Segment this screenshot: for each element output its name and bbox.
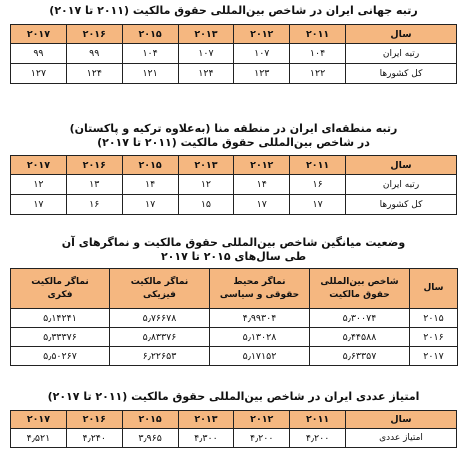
table-cell: ۴٫۳۰۰ bbox=[178, 429, 234, 448]
table-header-row bbox=[11, 269, 458, 309]
table-cell: ۹۹ bbox=[66, 44, 122, 64]
table-cell: ۱۲۱ bbox=[122, 64, 178, 84]
header-cell bbox=[310, 269, 410, 309]
section-world-rank bbox=[10, 4, 457, 84]
table-row bbox=[11, 328, 458, 347]
section-title: وضعیت میانگین شاخص بین‌المللی حقوق مالکیت و نماگرهای آن bbox=[61, 236, 406, 249]
numeric-score-table bbox=[10, 410, 457, 448]
header-cell bbox=[410, 269, 458, 309]
table-row bbox=[11, 44, 457, 64]
header-cell: سال bbox=[346, 156, 457, 175]
table-cell: ۴٫۲۰۰ bbox=[234, 429, 290, 448]
table-cell: ۵٫۳۳۳۷۶ bbox=[11, 328, 110, 347]
table-cell: ۱۲ bbox=[11, 175, 67, 195]
table-cell: ۴٫۵۲۱ bbox=[11, 429, 67, 448]
row-label: رتبه ایران bbox=[346, 175, 457, 195]
table-row bbox=[11, 429, 457, 448]
table-cell: ۵٫۵۰۲۶۷ bbox=[11, 347, 110, 366]
table-cell: ۱۲۴ bbox=[66, 64, 122, 84]
row-label: ۲۰۱۵ bbox=[410, 309, 458, 328]
header-cell: سال bbox=[346, 411, 457, 429]
header-cell: ۲۰۱۶ bbox=[66, 156, 122, 175]
header-cell bbox=[11, 269, 110, 309]
section-title: رتبه جهانی ایران در شاخص بین‌المللی حقوق مالکیت (۲۰۱۱ تا ۲۰۱۷) bbox=[49, 4, 418, 17]
table-cell: ۱۰۷ bbox=[178, 44, 234, 64]
table-cell: ۴٫۹۹۳۰۴ bbox=[210, 309, 310, 328]
header-cell: ۲۰۱۷ bbox=[11, 25, 67, 44]
table-cell: ۴٫۲۴۰ bbox=[66, 429, 122, 448]
table-row bbox=[11, 309, 458, 328]
table-header-row bbox=[11, 411, 457, 429]
section-subtitle: در شاخص بین‌المللی حقوق مالکیت (۲۰۱۱ تا ۲۰۱۷) bbox=[97, 136, 370, 149]
table-cell: ۱۴ bbox=[122, 175, 178, 195]
table-cell: ۱۲ bbox=[178, 175, 234, 195]
table-cell: ۱۵ bbox=[178, 195, 234, 215]
header-cell: ۲۰۱۳ bbox=[178, 411, 234, 429]
table-cell: ۱۲۷ bbox=[11, 64, 67, 84]
table-cell: ۵٫۱۳۰۲۸ bbox=[210, 328, 310, 347]
row-label: ۲۰۱۷ bbox=[410, 347, 458, 366]
table-cell: ۱۷ bbox=[11, 195, 67, 215]
table-cell: ۱۷ bbox=[234, 195, 290, 215]
header-cell: ۲۰۱۱ bbox=[290, 156, 346, 175]
header-cell: ۲۰۱۲ bbox=[234, 411, 290, 429]
header-cell: ۲۰۱۵ bbox=[122, 25, 178, 44]
header-line: حقوقی و سیاسی bbox=[219, 289, 300, 300]
section-subtitle: طی سال‌های ۲۰۱۵ تا ۲۰۱۷ bbox=[160, 250, 307, 263]
table-cell: ۵٫۳۰۰۷۴ bbox=[310, 309, 410, 328]
section-average-index bbox=[10, 236, 457, 366]
header-cell: ۲۰۱۲ bbox=[234, 25, 290, 44]
table-cell: ۱۶ bbox=[290, 175, 346, 195]
row-label: رتبه ایران bbox=[346, 44, 457, 64]
table-row bbox=[11, 64, 457, 84]
table-cell: ۱۰۷ bbox=[234, 44, 290, 64]
section-title: امتیاز عددی ایران در شاخص بین‌المللی حقوق مالکیت (۲۰۱۱ تا ۲۰۱۷) bbox=[47, 390, 420, 403]
table-cell: ۱۳ bbox=[66, 175, 122, 195]
table-header-row bbox=[11, 25, 457, 44]
table-cell: ۴٫۲۰۰ bbox=[290, 429, 346, 448]
table-row bbox=[11, 175, 457, 195]
row-label: کل کشورها bbox=[346, 64, 457, 84]
table-cell: ۱۴ bbox=[234, 175, 290, 195]
table-header-row bbox=[11, 156, 457, 175]
header-line: حقوق مالکیت bbox=[329, 289, 390, 300]
table-cell: ۵٫۱۴۲۴۱ bbox=[11, 309, 110, 328]
header-cell bbox=[210, 269, 310, 309]
section-regional-rank bbox=[10, 122, 457, 215]
table-cell: ۳٫۹۶۵ bbox=[122, 429, 178, 448]
table-cell: ۵٫۸۳۳۷۶ bbox=[110, 328, 210, 347]
table-cell: ۵٫۷۶۶۷۸ bbox=[110, 309, 210, 328]
header-line: نماگر مالکیت bbox=[31, 276, 89, 287]
table-cell: ۱۲۲ bbox=[290, 64, 346, 84]
header-cell: ۲۰۱۷ bbox=[11, 156, 67, 175]
header-cell: ۲۰۱۷ bbox=[11, 411, 67, 429]
table-cell: ۱۲۴ bbox=[178, 64, 234, 84]
header-cell: ۲۰۱۵ bbox=[122, 156, 178, 175]
row-label: امتیاز عددی bbox=[346, 429, 457, 448]
section-numeric-score bbox=[10, 390, 457, 448]
header-line: شاخص بین‌المللی bbox=[320, 276, 399, 287]
header-line: نماگر محیط bbox=[233, 276, 286, 287]
table-row bbox=[11, 195, 457, 215]
header-line: فیزیکی bbox=[143, 289, 176, 300]
table-cell: ۵٫۱۷۱۵۲ bbox=[210, 347, 310, 366]
header-cell: ۲۰۱۳ bbox=[178, 25, 234, 44]
table-cell: ۱۰۴ bbox=[290, 44, 346, 64]
header-cell: ۲۰۱۶ bbox=[66, 25, 122, 44]
header-line: نماگر مالکیت bbox=[130, 276, 189, 287]
header-cell bbox=[110, 269, 210, 309]
header-cell: سال bbox=[346, 25, 457, 44]
world-rank-table bbox=[10, 24, 457, 84]
row-label: ۲۰۱۶ bbox=[410, 328, 458, 347]
row-label: کل کشورها bbox=[346, 195, 457, 215]
header-line: فکری bbox=[47, 289, 73, 300]
table-row bbox=[11, 347, 458, 366]
table-cell: ۱۷ bbox=[290, 195, 346, 215]
header-line: سال bbox=[423, 283, 444, 293]
table-cell: ۱۰۴ bbox=[122, 44, 178, 64]
header-cell: ۲۰۱۳ bbox=[178, 156, 234, 175]
regional-rank-table bbox=[10, 155, 457, 215]
table-cell: ۱۶ bbox=[66, 195, 122, 215]
table-cell: ۱۲۳ bbox=[234, 64, 290, 84]
section-title: رتبه منطقه‌ای ایران در منطقه منا (به‌علاوه ترکیه و پاکستان) bbox=[69, 122, 398, 135]
header-cell: ۲۰۱۲ bbox=[234, 156, 290, 175]
header-cell: ۲۰۱۵ bbox=[122, 411, 178, 429]
header-cell: ۲۰۱۶ bbox=[66, 411, 122, 429]
table-cell: ۹۹ bbox=[11, 44, 67, 64]
table-cell: ۵٫۴۴۵۸۸ bbox=[310, 328, 410, 347]
average-index-table bbox=[10, 268, 458, 366]
table-cell: ۱۷ bbox=[122, 195, 178, 215]
header-cell: ۲۰۱۱ bbox=[290, 411, 346, 429]
header-cell: ۲۰۱۱ bbox=[290, 25, 346, 44]
table-cell: ۶٫۲۲۶۵۳ bbox=[110, 347, 210, 366]
table-cell: ۵٫۶۳۳۵۷ bbox=[310, 347, 410, 366]
